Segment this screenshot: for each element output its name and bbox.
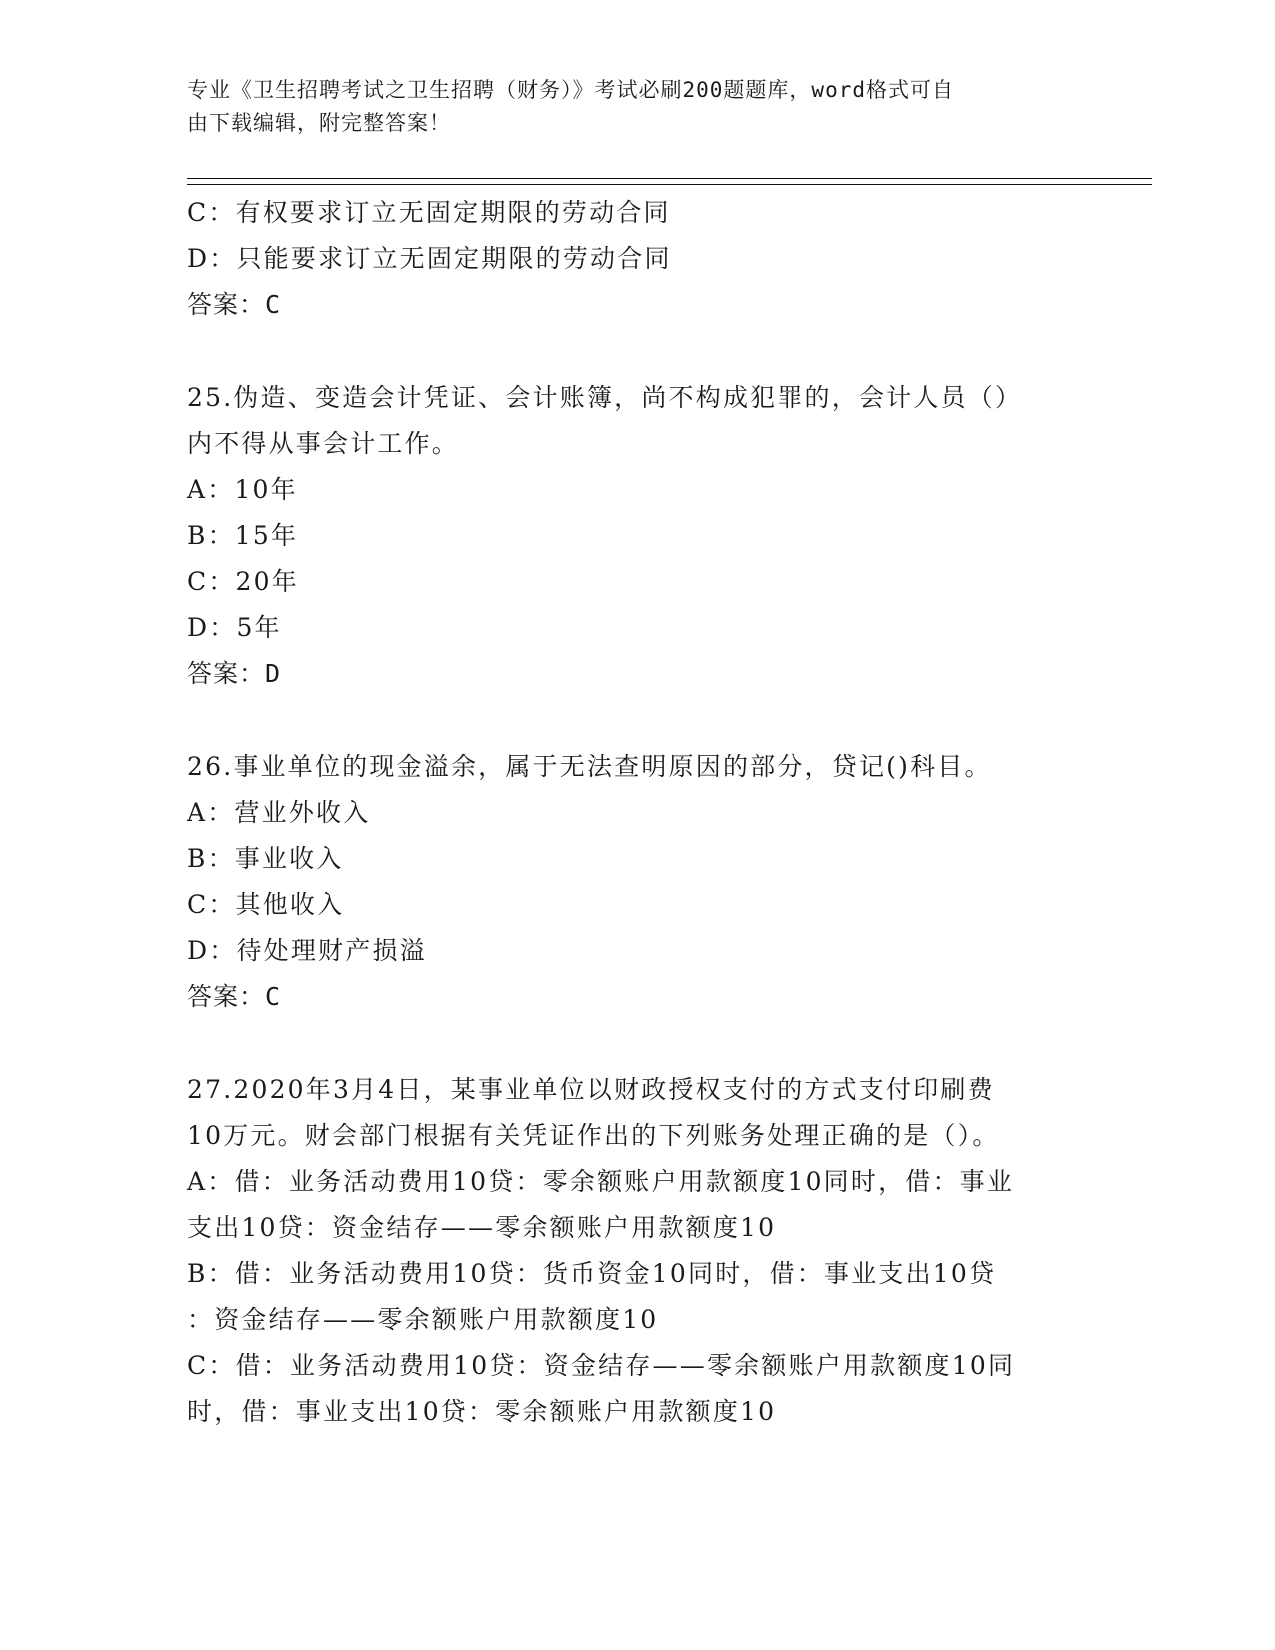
option-c-cont: 时，借：事业支出10贷：零余额账户用款额度10 <box>187 1397 777 1426</box>
option-b: B：借：业务活动费用10贷：货币资金10同时，借：事业支出10贷 <box>187 1259 997 1288</box>
header-divider-bottom <box>187 184 1152 185</box>
option-a-cont: 支出10贷：资金结存——零余额账户用款额度10 <box>187 1213 777 1242</box>
option-c: C：其他收入 <box>187 890 345 919</box>
answer: 答案：D <box>187 659 282 688</box>
option-d: D：5年 <box>187 613 282 642</box>
question-26 <box>187 744 1087 1020</box>
header-line-2: 由下载编辑，附完整答案！ <box>187 111 451 135</box>
option-b: B：事业收入 <box>187 844 344 873</box>
question-stem-cont: 内不得从事会计工作。 <box>187 429 460 458</box>
question-25 <box>187 375 1087 697</box>
option-c: C：有权要求订立无固定期限的劳动合同 <box>187 198 671 227</box>
option-c: C：借：业务活动费用10贷：资金结存——零余额账户用款额度10同 <box>187 1351 1016 1380</box>
question-stem: 26.事业单位的现金溢余，属于无法查明原因的部分，贷记()科目。 <box>187 752 992 781</box>
option-d: D：只能要求订立无固定期限的劳动合同 <box>187 244 672 273</box>
option-a: A：10年 <box>187 475 298 504</box>
option-a: A：营业外收入 <box>187 798 371 827</box>
question-stem: 25.伪造、变造会计凭证、会计账簿，尚不构成犯罪的，会计人员（） <box>187 383 1023 412</box>
option-d: D：待处理财产损溢 <box>187 936 427 965</box>
option-b: B：15年 <box>187 521 299 550</box>
option-b-cont: ：资金结存——零余额账户用款额度10 <box>187 1305 659 1334</box>
question-27 <box>187 1067 1087 1435</box>
question-stem: 27.2020年3月4日，某事业单位以财政授权支付的方式支付印刷费 <box>187 1075 995 1104</box>
header-divider-top <box>187 178 1152 179</box>
document-header <box>187 74 1067 140</box>
answer: 答案：C <box>187 290 282 319</box>
option-a: A：借：业务活动费用10贷：零余额账户用款额度10同时，借：事业 <box>187 1167 1015 1196</box>
option-c: C：20年 <box>187 567 299 596</box>
header-line-1: 专业《卫生招聘考试之卫生招聘（财务）》考试必刷200题题库，word格式可自 <box>187 78 954 102</box>
document-body <box>187 190 1087 1435</box>
question-24-tail <box>187 190 1087 328</box>
question-stem-cont: 10万元。财会部门根据有关凭证作出的下列账务处理正确的是（）。 <box>187 1121 1000 1150</box>
answer: 答案：C <box>187 982 282 1011</box>
